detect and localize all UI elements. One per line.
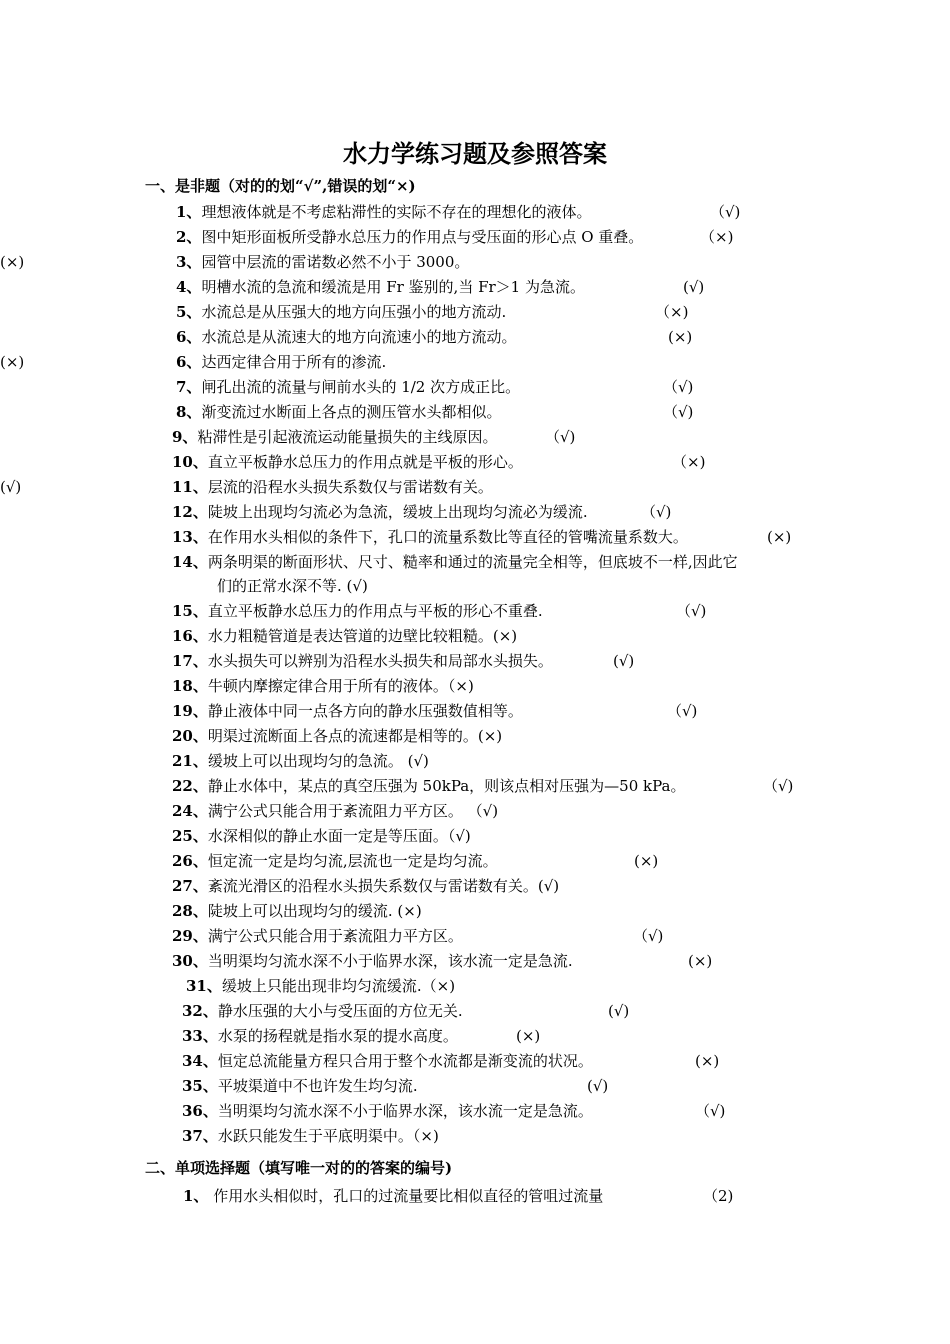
question-text: 闸孔出流的流量与闸前水头的 1/2 次方成正比。 xyxy=(201,378,521,396)
answer-mark: (×) xyxy=(0,253,25,271)
question-number: 30、 xyxy=(172,952,208,970)
true-false-item-23 xyxy=(172,776,686,796)
choice-item-1 xyxy=(183,1186,603,1206)
answer-mark: （√) xyxy=(676,602,707,620)
true-false-item-29 xyxy=(172,926,463,946)
true-false-item-3 xyxy=(176,252,469,272)
question-number: 18、 xyxy=(172,677,208,695)
answer-mark: (×) xyxy=(767,528,792,546)
question-text: 当明渠均匀流水深不小于临界水深，该水流一定是急流. xyxy=(207,952,573,970)
question-text: 水深相似的静止水面一定是等压面。（√) xyxy=(207,827,471,845)
question-number: 6、 xyxy=(176,328,202,346)
answer-mark: (√) xyxy=(587,1077,609,1095)
question-text: 静止水体中，某点的真空压强为 50kPa，则该点相对压强为—50 kPa。 xyxy=(207,777,686,795)
question-number: 31、 xyxy=(186,977,222,995)
true-false-item-12 xyxy=(172,477,493,497)
true-false-item-17 xyxy=(172,626,517,646)
true-false-item-25 xyxy=(172,826,471,846)
question-text: 缓坡上只能出现非均匀流缓流.（×) xyxy=(221,977,456,995)
question-text: 满宁公式只能合用于紊流阻力平方区。 xyxy=(207,927,463,945)
question-number: 13、 xyxy=(172,528,208,546)
true-false-item-15 xyxy=(172,552,738,572)
true-false-item-31 xyxy=(186,976,455,996)
question-text: 恒定总流能量方程只合用于整个水流都是渐变流的状况。 xyxy=(217,1052,593,1070)
question-text: 水流总是从压强大的地方向压强小的地方流动. xyxy=(201,303,507,321)
true-false-item-11 xyxy=(172,452,523,472)
question-text: 园管中层流的雷诺数必然不小于 3000。 xyxy=(201,253,470,271)
true-false-item-19 xyxy=(172,676,474,696)
true-false-item-7 xyxy=(176,352,386,372)
answer-mark: (×) xyxy=(516,1027,541,1045)
answer-mark: (√) xyxy=(683,278,705,296)
question-text: 牛顿内摩擦定律合用于所有的液体。（×) xyxy=(207,677,474,695)
question-text: 水泵的扬程就是指水泵的提水高度。 xyxy=(217,1027,458,1045)
answer-mark: (×) xyxy=(634,852,659,870)
question-text: 恒定流一定是均匀流,层流也一定是均匀流。 xyxy=(207,852,498,870)
question-number: 35、 xyxy=(182,1077,218,1095)
true-false-item-36 xyxy=(182,1101,593,1121)
true-false-item-8 xyxy=(176,377,520,397)
true-false-item-32 xyxy=(182,1001,463,1021)
true-false-item-33 xyxy=(182,1026,458,1046)
answer-mark: （×) xyxy=(700,228,734,246)
question-text: 陡坡上可以出现均匀的缓流. (×) xyxy=(207,902,422,920)
answer-mark: (×) xyxy=(688,952,713,970)
true-false-item-37 xyxy=(182,1126,439,1146)
question-text: 粘滞性是引起液流运动能量损失的主线原因。 xyxy=(197,428,498,446)
question-number: 12、 xyxy=(172,503,208,521)
question-text: 明槽水流的急流和缓流是用 Fr 鉴别的,当 Fr＞1 为急流。 xyxy=(201,278,585,296)
true-false-item-30 xyxy=(172,951,573,971)
answer-mark: (√) xyxy=(608,1002,630,1020)
question-text-continued: 们的正常水深不等. (√) xyxy=(217,577,368,595)
question-text: 层流的沿程水头损失系数仅与雷诺数有关。 xyxy=(207,478,493,496)
answer-mark: （√) xyxy=(633,927,664,945)
question-number: 8、 xyxy=(176,403,202,421)
question-text: 达西定律合用于所有的渗流. xyxy=(201,353,387,371)
true-false-item-22 xyxy=(172,751,429,771)
answer-mark: （√) xyxy=(663,378,694,396)
answer-mark: （√) xyxy=(710,203,741,221)
question-number: 19、 xyxy=(172,702,208,720)
question-text: 水流总是从流速大的地方向流速小的地方流动。 xyxy=(201,328,517,346)
question-number: 7、 xyxy=(176,378,202,396)
answer-mark: （√) xyxy=(545,428,576,446)
question-number: 29、 xyxy=(172,927,208,945)
question-text: 水力粗糙管道是表达管道的边壁比较粗糙。(×) xyxy=(207,627,518,645)
section-heading-single-choice: 二、单项选择题（填写唯一对的的答案的编号) xyxy=(145,1159,453,1177)
answer-mark: （√) xyxy=(663,403,694,421)
true-false-item-16 xyxy=(172,601,543,621)
answer-mark: （×) xyxy=(672,453,706,471)
question-number: 27、 xyxy=(172,877,208,895)
question-text: 直立平板静水总压力的作用点与平板的形心不重叠. xyxy=(207,602,543,620)
question-text: 满宁公式只能合用于紊流阻力平方区。 （√) xyxy=(207,802,499,820)
true-false-item-1 xyxy=(176,202,591,222)
question-text: 水头损失可以辨别为沿程水头损失和局部水头损失。 xyxy=(207,652,553,670)
true-false-item-20 xyxy=(172,701,523,721)
true-false-item-34 xyxy=(182,1051,593,1071)
question-number: 32、 xyxy=(182,1002,218,1020)
question-number: 16、 xyxy=(172,627,208,645)
question-number: 15、 xyxy=(172,602,208,620)
question-number: 34、 xyxy=(182,1052,218,1070)
answer-mark: （√) xyxy=(641,503,672,521)
true-false-item-5 xyxy=(176,302,506,322)
true-false-item-14 xyxy=(172,527,688,547)
answer-mark: （×) xyxy=(655,303,689,321)
question-number: 6、 xyxy=(176,353,202,371)
question-text: 水跃只能发生于平底明渠中。（×) xyxy=(217,1127,439,1145)
true-false-item-27 xyxy=(172,876,559,896)
page-title: 水力学练习题及参照答案 xyxy=(343,140,607,168)
answer-mark: （√) xyxy=(763,777,794,795)
question-text: 图中矩形面板所受静水总压力的作用点与受压面的形心点 O 重叠。 xyxy=(201,228,644,246)
true-false-item-13 xyxy=(172,502,588,522)
question-number: 3、 xyxy=(176,253,202,271)
true-false-item-2 xyxy=(176,227,643,247)
answer-mark: (×) xyxy=(0,353,25,371)
true-false-item-26 xyxy=(172,851,498,871)
question-number: 1、 xyxy=(183,1187,209,1205)
answer-mark: （2) xyxy=(703,1187,734,1205)
question-number: 36、 xyxy=(182,1102,218,1120)
question-text: 渐变流过水断面上各点的测压管水头都相似。 xyxy=(201,403,502,421)
answer-mark: (×) xyxy=(668,328,693,346)
true-false-item-28 xyxy=(172,901,422,921)
answer-mark: （√) xyxy=(695,1102,726,1120)
question-text: 缓坡上可以出现均匀的急流。 (√) xyxy=(207,752,429,770)
question-number: 11、 xyxy=(172,478,208,496)
question-number: 20、 xyxy=(172,727,208,745)
true-false-item-10 xyxy=(172,427,497,447)
question-number: 5、 xyxy=(176,303,202,321)
question-text: 静止液体中同一点各方向的静水压强数值相等。 xyxy=(207,702,523,720)
question-number: 25、 xyxy=(172,827,208,845)
question-text: 静水压强的大小与受压面的方位无关. xyxy=(217,1002,463,1020)
true-false-item-4 xyxy=(176,277,585,297)
question-number: 33、 xyxy=(182,1027,218,1045)
question-number: 10、 xyxy=(172,453,208,471)
question-text: 平坡渠道中不也许发生均匀流. xyxy=(217,1077,418,1095)
answer-mark: (√) xyxy=(613,652,635,670)
question-number: 24、 xyxy=(172,802,208,820)
true-false-item-35 xyxy=(182,1076,418,1096)
answer-mark: (√) xyxy=(0,478,22,496)
question-number: 1、 xyxy=(176,203,202,221)
question-number: 9、 xyxy=(172,428,198,446)
question-text: 理想液体就是不考虑粘滞性的实际不存在的理想化的液体。 xyxy=(201,203,592,221)
true-false-item-18 xyxy=(172,651,553,671)
question-number: 26、 xyxy=(172,852,208,870)
question-number: 17、 xyxy=(172,652,208,670)
question-text: 明渠过流断面上各点的流速都是相等的。(×) xyxy=(207,727,503,745)
true-false-item-9 xyxy=(176,402,501,422)
question-text: 当明渠均匀流水深不小于临界水深，该水流一定是急流。 xyxy=(217,1102,593,1120)
answer-mark: （√) xyxy=(667,702,698,720)
question-text: 作用水头相似时，孔口的过流量要比相似直径的管咀过流量 xyxy=(208,1187,604,1205)
true-false-item-21 xyxy=(172,726,502,746)
question-text: 在作用水头相似的条件下，孔口的流量系数比等直径的管嘴流量系数大。 xyxy=(207,528,688,546)
question-text: 两条明渠的断面形状、尺寸、糙率和通过的流量完全相等，但底坡不一样,因此它 xyxy=(207,553,738,571)
question-number: 4、 xyxy=(176,278,202,296)
question-text: 紊流光滑区的沿程水头损失系数仅与雷诺数有关。(√) xyxy=(207,877,560,895)
question-number: 21、 xyxy=(172,752,208,770)
true-false-item-6 xyxy=(176,327,516,347)
question-number: 2、 xyxy=(176,228,202,246)
question-number: 22、 xyxy=(172,777,208,795)
true-false-item-24 xyxy=(172,801,498,821)
section-heading-true-false: 一、是非题（对的的划“√”,错误的划“×) xyxy=(145,177,416,195)
question-text: 直立平板静水总压力的作用点就是平板的形心。 xyxy=(207,453,523,471)
question-text: 陡坡上出现均匀流必为急流，缓坡上出现均匀流必为缓流. xyxy=(207,503,588,521)
question-number: 28、 xyxy=(172,902,208,920)
question-number: 14、 xyxy=(172,553,208,571)
answer-mark: (×) xyxy=(695,1052,720,1070)
question-number: 37、 xyxy=(182,1127,218,1145)
